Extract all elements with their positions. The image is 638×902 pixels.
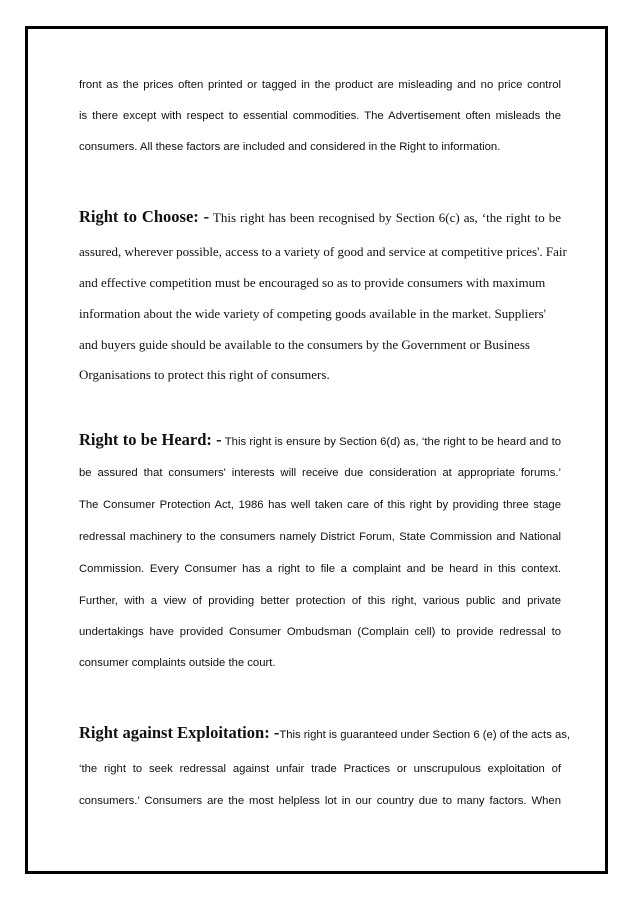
exploitation-intro-text: This right is guaranteed under Section 6 (e) of the acts as,: [279, 729, 571, 741]
intro-line: consumers. All these factors are included and considered in the Right to information.: [79, 141, 501, 153]
choose-first-line: [79, 207, 561, 227]
heard-line: Further, with a view of providing better protection of this right, various public and private: [79, 595, 561, 607]
intro-line: is there except with respect to essential commodities. The Advertisement often misleads the: [79, 110, 561, 122]
heard-intro-text: This right is ensure by Section 6(d) as, ‘the right to be heard and to: [221, 436, 561, 448]
choose-line: and buyers guide should be available to the consumers by the Government or Business: [79, 337, 530, 352]
choose-line: Organisations to protect this right of consumers.: [79, 367, 330, 382]
choose-heading: Right to Choose: -: [79, 207, 210, 226]
heard-line: redressal machinery to the consumers namely District Forum, State Commission and National: [79, 531, 561, 543]
choose-line: assured, wherever possible, access to a variety of good and service at competitive prices'. Fair: [79, 244, 567, 259]
choose-intro-text: This right has been recognised by Section 6(c) as, ‘the right to be: [209, 210, 561, 225]
heard-line: undertakings have provided Consumer Ombudsman (Complain cell) to provide redressal to: [79, 626, 561, 638]
exploitation-line: ‘the right to seek redressal against unfair trade Practices or unscrupulous exploitation of: [79, 763, 561, 775]
heard-line: The Consumer Protection Act, 1986 has well taken care of this right by providing three stage: [79, 499, 561, 511]
heard-first-line: [79, 430, 561, 450]
exploitation-heading: Right against Exploitation: -: [79, 723, 280, 742]
heard-heading: Right to be Heard: -: [79, 430, 222, 449]
heard-line: consumer complaints outside the court.: [79, 657, 276, 669]
choose-line: and effective competition must be encouraged so as to provide consumers with maximum: [79, 275, 546, 290]
choose-line: information about the wide variety of competing goods available in the market. Suppliers': [79, 306, 546, 321]
heard-line: Commission. Every Consumer has a right to file a complaint and be heard in this context.: [79, 563, 561, 575]
page-border: [25, 26, 608, 874]
exploitation-first-line: [79, 723, 571, 743]
heard-line: be assured that consumers' interests will receive due consideration at appropriate forums.’: [79, 467, 561, 479]
intro-line: front as the prices often printed or tagged in the product are misleading and no price control: [79, 79, 561, 91]
exploitation-line: consumers.’ Consumers are the most helpless lot in our country due to many factors. When: [79, 795, 561, 807]
